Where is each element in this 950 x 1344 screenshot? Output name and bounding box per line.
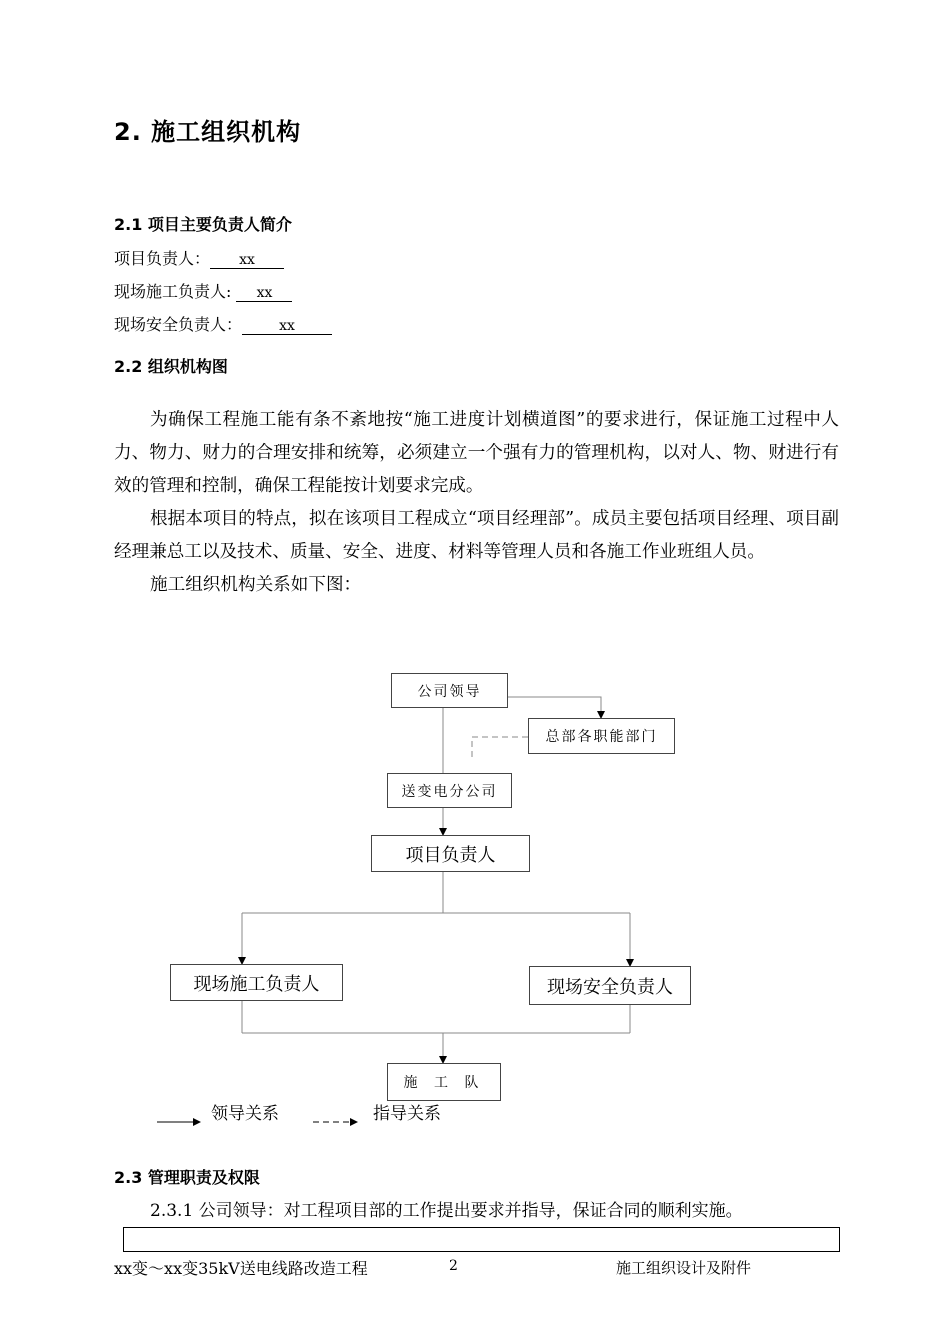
legend-solid-label: 领导关系: [211, 1104, 279, 1124]
site-construction-leader-label: 现场施工负责人:: [114, 282, 237, 301]
project-leader-value: xx: [210, 252, 284, 269]
heading-2-3: 2.3 管理职责及权限: [114, 1168, 260, 1187]
legend-dashed-label: 指导关系: [373, 1104, 441, 1124]
node-construction-team: 施 工 队: [387, 1063, 501, 1101]
footer-project-name: xx变～xx变35kV送电线路改造工程: [114, 1259, 368, 1278]
node-company-leader: 公司领导: [391, 673, 508, 708]
item-2-3-1: 2.3.1 公司领导：对工程项目部的工作提出要求并指导，保证合同的顺利实施。: [150, 1201, 743, 1221]
section-title: 2. 施工组织机构: [114, 118, 302, 146]
heading-2-2: 2.2 组织机构图: [114, 357, 228, 376]
footer-page-number: 2: [449, 1258, 458, 1274]
footer-rule-box: [123, 1227, 840, 1252]
paragraph-2: 根据本项目的特点，拟在该项目工程成立“项目经理部”。成员主要包括项目经理、项目副经理兼总工以及技术、质量、安全、进度、材料等管理人员和各施工作业班组人员。: [114, 509, 839, 562]
node-site-construction-leader: 现场施工负责人: [170, 964, 343, 1001]
node-hq-departments: 总部各职能部门: [528, 718, 675, 754]
paragraph-3: 施工组织机构关系如下图：: [150, 575, 362, 595]
site-safety-leader-value: xx: [242, 318, 332, 335]
project-leader-label: 项目负责人：: [114, 249, 211, 268]
node-project-leader: 项目负责人: [371, 835, 530, 872]
paragraph-1: 为确保工程施工能有条不紊地按“施工进度计划横道图”的要求进行，保证施工过程中人力、物力、财力的合理安排和统筹，必须建立一个强有力的管理机构，以对人、物、财进行有效的管理和控制，确保工程能按计划要求完成。: [114, 410, 839, 496]
heading-2-1: 2.1 项目主要负责人简介: [114, 215, 292, 234]
node-branch-company: 送变电分公司: [387, 773, 512, 808]
node-site-safety-leader: 现场安全负责人: [529, 966, 691, 1005]
site-safety-leader-label: 现场安全负责人：: [114, 315, 243, 334]
site-construction-leader-value: xx: [236, 285, 292, 302]
footer-doc-title: 施工组织设计及附件: [616, 1259, 752, 1277]
